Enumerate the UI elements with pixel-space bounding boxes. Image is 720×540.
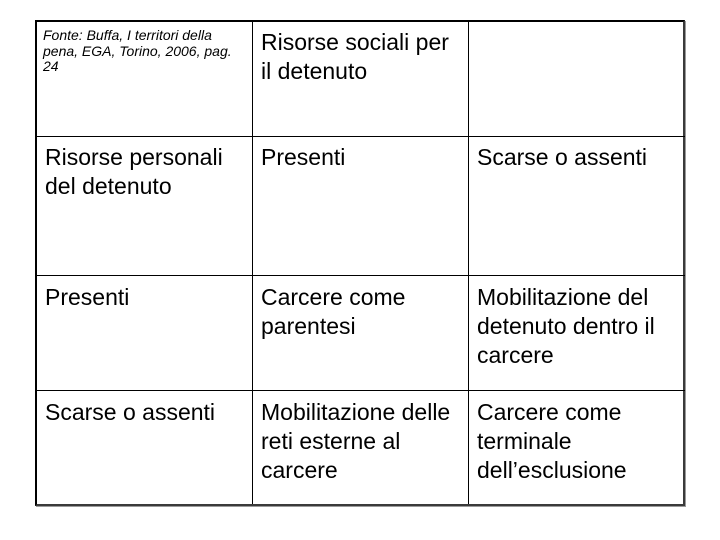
row-presenti-cell: [37, 276, 253, 391]
column-presenti-cell: [253, 137, 469, 276]
row-scarse-cell: [37, 391, 253, 504]
empty-corner-cell: [469, 22, 685, 137]
column-header-label: Risorse sociali per il detenuto: [261, 29, 449, 84]
cell-scarse-presenti-text: Mobilitazione delle reti esterne al carcere: [261, 399, 451, 483]
column-scarse-cell: [469, 137, 685, 276]
cell-presenti-scarse-text: Mobilitazione del detenuto dentro il carcere: [477, 284, 655, 368]
row-scarse-label: Scarse o assenti: [45, 399, 216, 425]
cell-presenti-presenti-text: Carcere come parentesi: [261, 284, 406, 339]
source-note: Fonte: Buffa, I territori della pena, EGA, Torino, 2006, pag. 24: [43, 27, 232, 74]
cell-presenti-scarse: [469, 276, 685, 391]
cell-scarse-presenti: [253, 391, 469, 504]
source-note-cell: [37, 22, 253, 137]
row-presenti-label: Presenti: [45, 284, 130, 310]
cell-presenti-presenti: [253, 276, 469, 391]
row-header-cell: [37, 137, 253, 276]
cell-scarse-scarse-text: Carcere come terminale dell’esclusione: [477, 399, 627, 483]
column-scarse-label: Scarse o assenti: [477, 144, 648, 170]
row-header-label: Risorse personali del detenuto: [45, 144, 223, 199]
column-presenti-label: Presenti: [261, 144, 346, 170]
column-header-cell: [253, 22, 469, 137]
typology-table: [35, 20, 685, 506]
cell-scarse-scarse: [469, 391, 685, 504]
